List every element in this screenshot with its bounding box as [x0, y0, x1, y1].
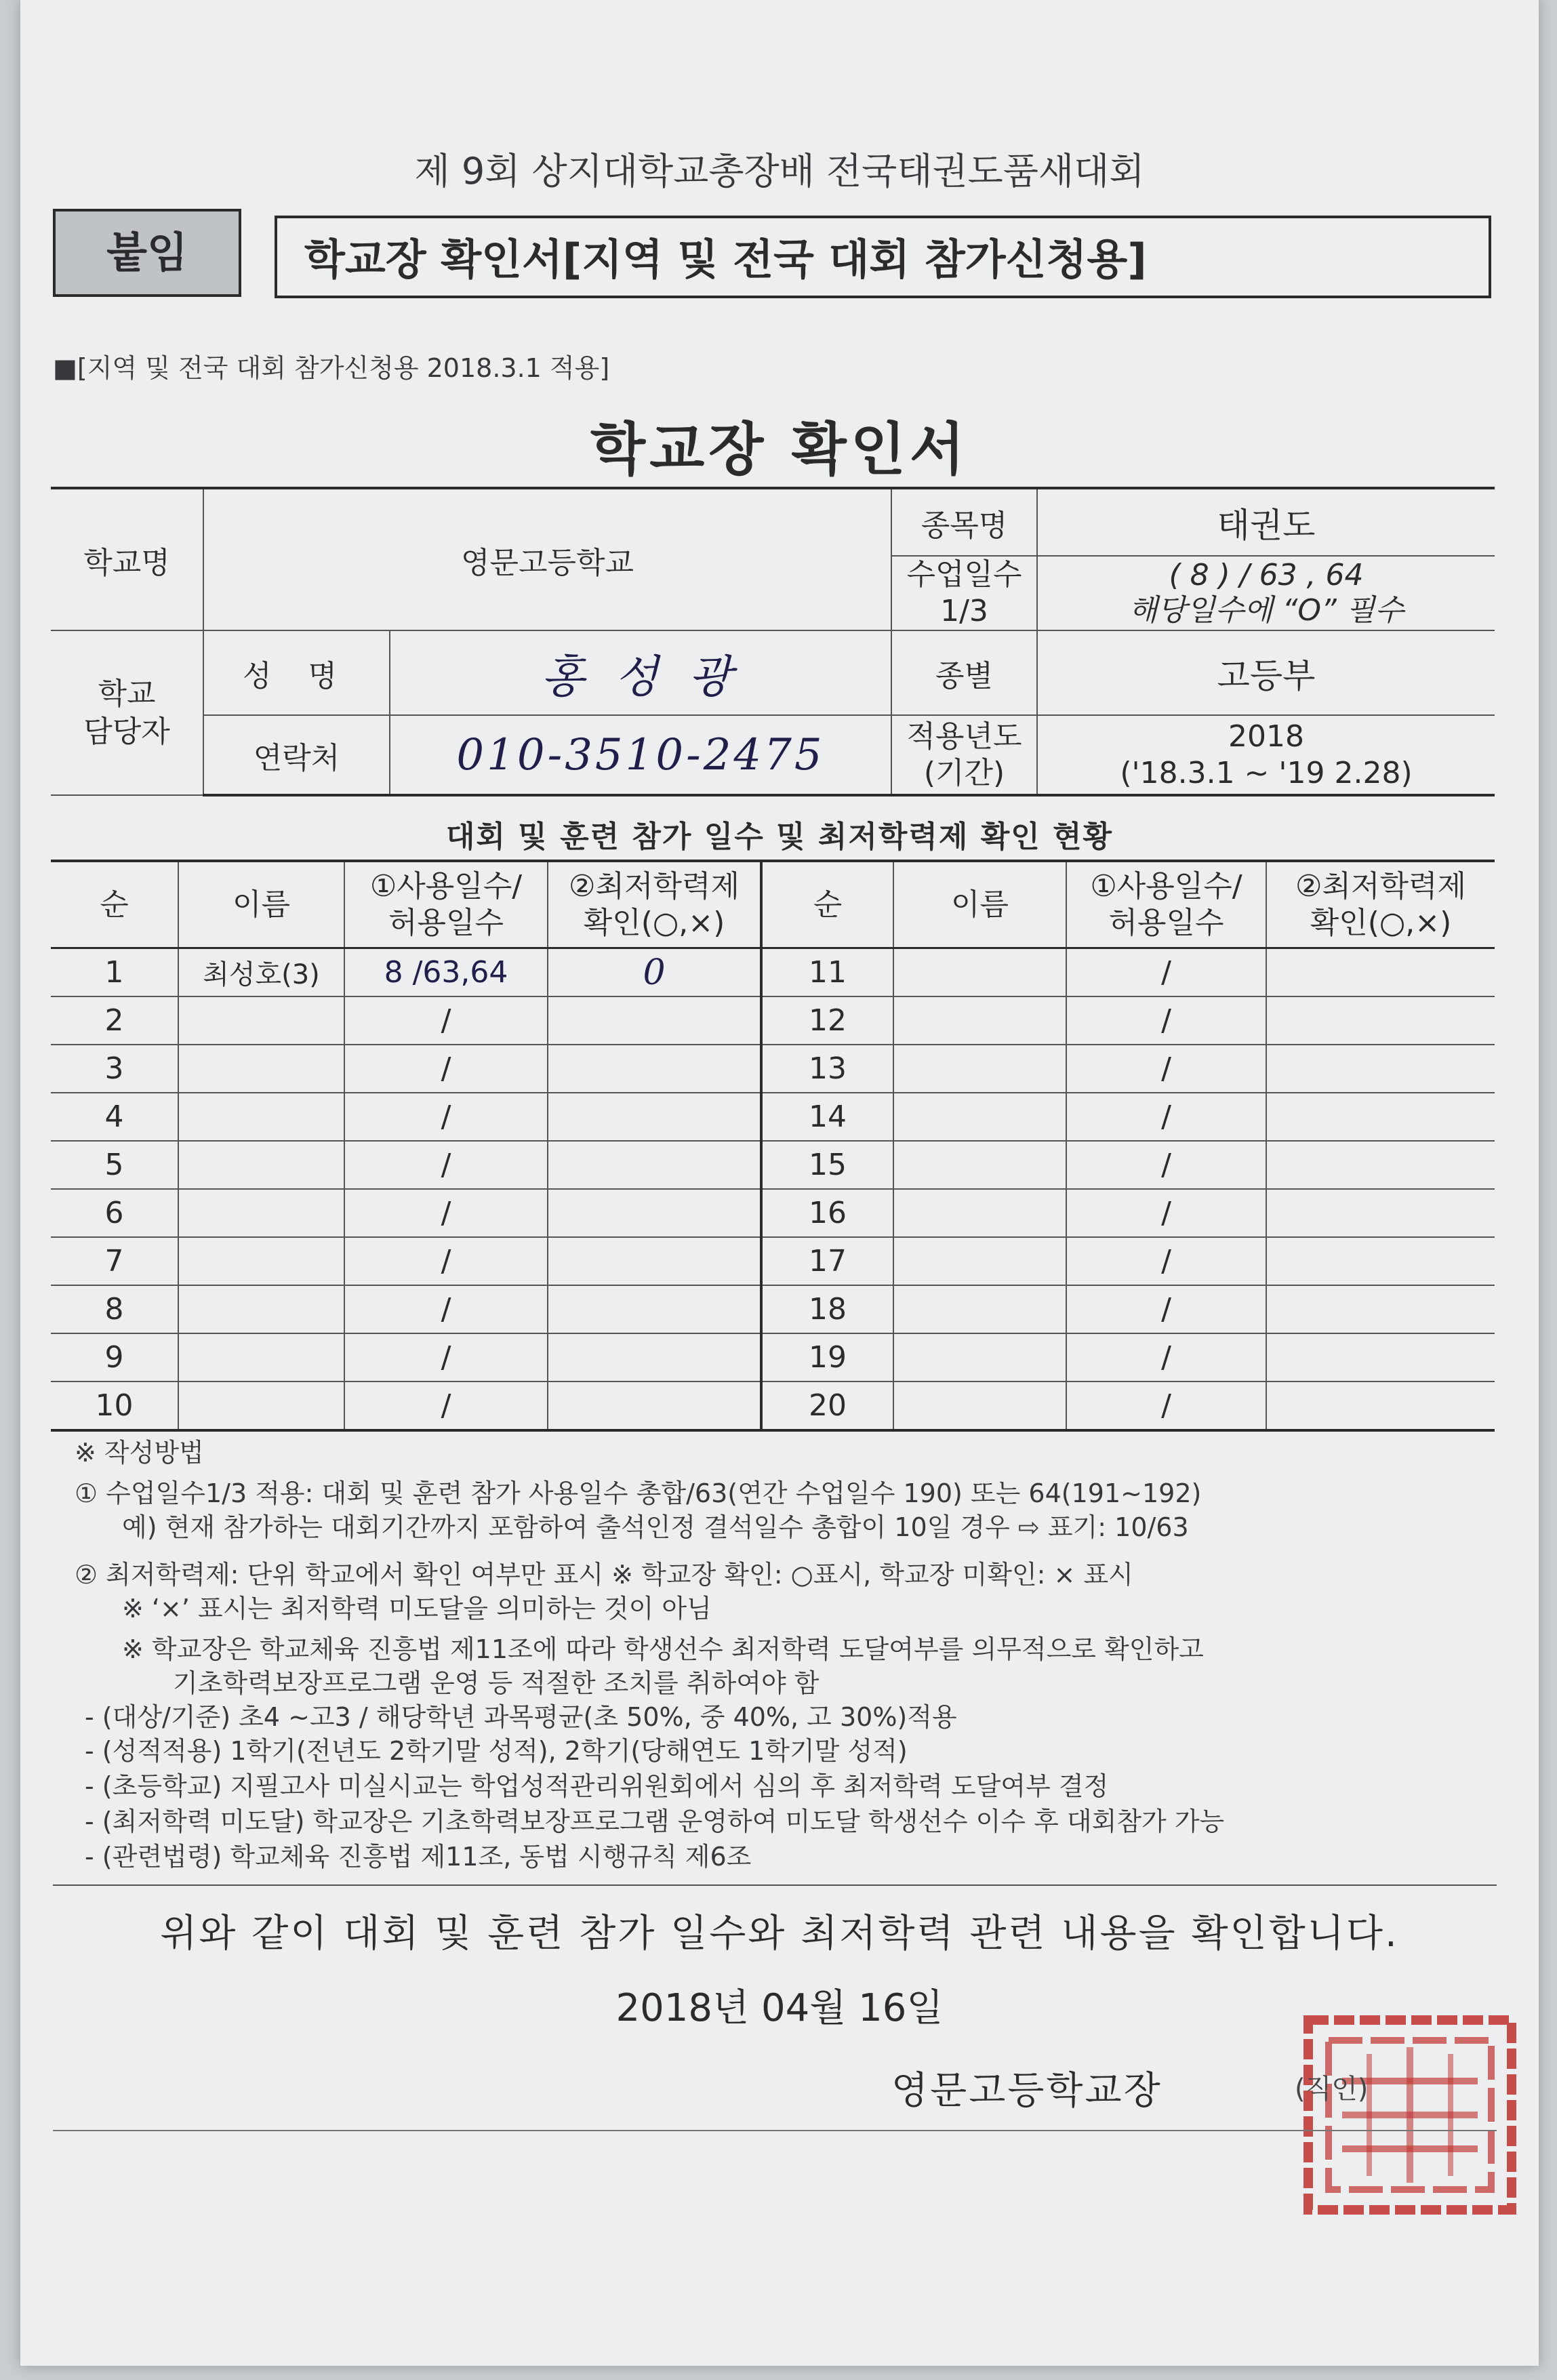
row-days: / [344, 996, 548, 1045]
row-check-right [1266, 1093, 1495, 1141]
row-seq: 9 [51, 1333, 178, 1381]
header-days-line2: 허용일수 [388, 905, 504, 940]
table-row [51, 1093, 1495, 1141]
row-seq: 4 [51, 1093, 178, 1141]
row-seq: 8 [51, 1285, 178, 1333]
year-label [891, 715, 1037, 795]
sport-label: 종목명 [891, 488, 1037, 556]
row-seq-right: 14 [761, 1093, 893, 1141]
info-table [51, 487, 1495, 796]
header-seq-right: 순 [761, 861, 893, 948]
table-row [51, 1381, 1495, 1430]
row-days-right: / [1066, 996, 1266, 1045]
table-row [51, 1045, 1495, 1093]
header-seq: 순 [51, 861, 178, 948]
note-line: - (성적적용) 1학기(전년도 2학기말 성적), 2학기(당해연도 1학기말 성적) [85, 1736, 908, 1766]
row-days-right: / [1066, 1285, 1266, 1333]
year-cell [1037, 715, 1495, 795]
row-seq: 10 [51, 1381, 178, 1430]
row-name-right [893, 996, 1066, 1045]
year-label-line2: (기간) [923, 755, 1005, 790]
row-name-right [893, 1285, 1066, 1333]
days-note: 해당일수에 “O” 필수 [1129, 593, 1404, 628]
row-seq-right: 17 [761, 1237, 893, 1285]
note-line: ※ ‘×’ 표시는 최저학력 미도달을 의미하는 것이 아님 [122, 1594, 712, 1623]
row-seq-right: 18 [761, 1285, 893, 1333]
row-seq-right: 11 [761, 948, 893, 997]
row-days: / [344, 1333, 548, 1381]
header-check-right-line2: 확인(○,×) [1310, 905, 1452, 940]
note-line: ① 수업일수1/3 적용: 대회 및 훈련 참가 사용일수 총합/63(연간 수업일수 190) 또는 64(191~192) [75, 1478, 1202, 1508]
manager-label-line1: 학교 [98, 676, 156, 711]
row-seq-right: 13 [761, 1045, 893, 1093]
row-check [548, 1189, 761, 1237]
row-name-right [893, 1093, 1066, 1141]
header-days-right-line1: ①사용일수/ [1090, 868, 1242, 904]
row-check-right [1266, 1141, 1495, 1189]
bottom-line [53, 2130, 1497, 2131]
contact-label: 연락처 [203, 715, 390, 795]
name-value: 홍 성 광 [390, 630, 891, 715]
row-name [178, 996, 344, 1045]
row-days-right: / [1066, 1141, 1266, 1189]
row-check-right [1266, 948, 1495, 997]
row-name [178, 1189, 344, 1237]
row-name-right [893, 1141, 1066, 1189]
applied-note: ■[지역 및 전국 대회 참가신청용 2018.3.1 적용] [53, 353, 610, 383]
row-days-right: / [1066, 1333, 1266, 1381]
row-name: 최성호(3) [178, 948, 344, 997]
row-name-right [893, 1045, 1066, 1093]
days-label-line1: 수업일수 [906, 557, 1022, 592]
row-check-right [1266, 1189, 1495, 1237]
category-value: 고등부 [1037, 630, 1495, 715]
divider-line [53, 1884, 1497, 1886]
table-row [51, 1237, 1495, 1285]
note-line: 기초학력보장프로그램 운영 등 적절한 조치를 취하여야 함 [173, 1668, 820, 1698]
note-line: - (관련법령) 학교체육 진흥법 제11조, 동법 시행규칙 제6조 [85, 1842, 752, 1872]
row-days-right: / [1066, 1237, 1266, 1285]
row-name-right [893, 1381, 1066, 1430]
row-days-right: / [1066, 1045, 1266, 1093]
row-days: / [344, 1141, 548, 1189]
school-name: 영문고등학교 [203, 488, 891, 630]
year-label-line1: 적용년도 [906, 719, 1022, 754]
row-name-right [893, 1237, 1066, 1285]
header-name: 이름 [178, 861, 344, 948]
row-check [548, 1093, 761, 1141]
row-check-right [1266, 996, 1495, 1045]
row-days-right: / [1066, 1093, 1266, 1141]
header-check-right-line1: ②최저학력제 [1295, 868, 1466, 904]
contact-value: 010-3510-2475 [390, 715, 891, 795]
row-name [178, 1093, 344, 1141]
row-name [178, 1333, 344, 1381]
row-seq-right: 19 [761, 1333, 893, 1381]
year-value: 2018 [1228, 719, 1304, 754]
row-seq: 3 [51, 1045, 178, 1093]
row-check [548, 996, 761, 1045]
table-header-row [51, 861, 1495, 948]
row-seq: 1 [51, 948, 178, 997]
year-period: ('18.3.1 ~ '19 2.28) [1120, 755, 1413, 790]
row-days: / [344, 1189, 548, 1237]
form-title: 학교장 확인서[지역 및 전국 대회 참가신청용] [275, 216, 1491, 298]
row-seq-right: 15 [761, 1141, 893, 1189]
row-check-right [1266, 1285, 1495, 1333]
table-row [51, 1333, 1495, 1381]
row-seq: 2 [51, 996, 178, 1045]
table-row [51, 1285, 1495, 1333]
row-days-right: / [1066, 1189, 1266, 1237]
row-check: 0 [548, 948, 761, 997]
row-seq: 5 [51, 1141, 178, 1189]
row-seq: 7 [51, 1237, 178, 1285]
header-check [548, 861, 761, 948]
row-name [178, 1381, 344, 1430]
header-days-right [1066, 861, 1266, 948]
row-check-right [1266, 1333, 1495, 1381]
row-days: 8 /63,64 [344, 948, 548, 997]
table-row [51, 1141, 1495, 1189]
header-check-line1: ②최저학력제 [569, 868, 740, 904]
note-line: - (최저학력 미도달) 학교장은 기초학력보장프로그램 운영하여 미도달 학생선수 이수 후 대회참가 가능 [85, 1807, 1225, 1836]
category-label: 종별 [891, 630, 1037, 715]
note-line: - (대상/기준) 초4 ~고3 / 해당학년 과목평균(초 50%, 중 40%, 고 30%)적용 [85, 1702, 957, 1732]
days-value: ( 8 ) / 63 , 64 [1169, 558, 1364, 592]
row-days-right: / [1066, 948, 1266, 997]
note-line: 예) 현재 참가하는 대회기간까지 포함하여 출석인정 결석일수 총합이 10일 경우 ⇨ 표기: 10/63 [122, 1512, 1189, 1542]
row-days: / [344, 1285, 548, 1333]
header-days-line1: ①사용일수/ [369, 868, 523, 904]
row-check [548, 1045, 761, 1093]
name-label: 성 명 [203, 630, 390, 715]
row-check-right [1266, 1237, 1495, 1285]
row-seq-right: 16 [761, 1189, 893, 1237]
event-title: 제 9회 상지대학교총장배 전국태권도품새대회 [414, 150, 1145, 193]
header-days [344, 861, 548, 948]
row-seq: 6 [51, 1189, 178, 1237]
principal-name: 영문고등학교장 [891, 2069, 1162, 2113]
days-cell [1037, 556, 1495, 630]
participation-table [51, 860, 1495, 1432]
row-days: / [344, 1381, 548, 1430]
header-days-right-line2: 허용일수 [1108, 905, 1224, 940]
days-label-line2: 1/3 [940, 594, 988, 628]
note-line: - (초등학교) 지필고사 미실시교는 학업성적관리위원회에서 심의 후 최저학력 도달여부 결정 [85, 1771, 1109, 1801]
table-row [51, 1189, 1495, 1237]
official-seal-icon [1301, 2013, 1518, 2217]
row-days-right: / [1066, 1381, 1266, 1430]
table-row [51, 996, 1495, 1045]
row-check [548, 1141, 761, 1189]
row-check [548, 1381, 761, 1430]
document-page [20, 0, 1539, 2366]
table-row [51, 948, 1495, 997]
seal-label: (직인) [1295, 2074, 1369, 2105]
attachment-tag: 붙임 [53, 209, 241, 297]
header-check-line2: 확인(○,×) [583, 905, 725, 940]
participation-title: 대회 및 훈련 참가 일수 및 최저학력제 확인 현황 [445, 820, 1114, 854]
row-check [548, 1285, 761, 1333]
header-name-right: 이름 [893, 861, 1066, 948]
issue-date: 2018년 04월 16일 [615, 1986, 944, 2030]
header-check-right [1266, 861, 1495, 948]
row-name-right [893, 1333, 1066, 1381]
document-title: 학교장 확인서 [590, 416, 969, 483]
row-days: / [344, 1045, 548, 1093]
manager-label-line2: 담당자 [83, 714, 170, 749]
row-name-right [893, 1189, 1066, 1237]
row-check-right [1266, 1045, 1495, 1093]
row-seq-right: 12 [761, 996, 893, 1045]
row-days: / [344, 1237, 548, 1285]
row-check [548, 1333, 761, 1381]
row-days: / [344, 1093, 548, 1141]
row-name [178, 1237, 344, 1285]
note-line: ※ 학교장은 학교체육 진흥법 제11조에 따라 학생선수 최저학력 도달여부를 의무적으로 확인하고 [122, 1634, 1204, 1664]
row-name-right [893, 948, 1066, 997]
sport-value: 태권도 [1037, 488, 1495, 556]
row-name [178, 1285, 344, 1333]
row-name [178, 1141, 344, 1189]
note-heading: ※ 작성방법 [75, 1438, 204, 1468]
note-line: ② 최저학력제: 단위 학교에서 확인 여부만 표시 ※ 학교장 확인: ○표시, 학교장 미확인: × 표시 [75, 1560, 1133, 1590]
row-seq-right: 20 [761, 1381, 893, 1430]
days-label [891, 556, 1037, 630]
confirm-statement: 위와 같이 대회 및 훈련 참가 일수와 최저학력 관련 내용을 확인합니다. [160, 1912, 1399, 1956]
school-label: 학교명 [51, 488, 203, 630]
manager-label [51, 630, 203, 795]
row-check-right [1266, 1381, 1495, 1430]
row-check [548, 1237, 761, 1285]
row-name [178, 1045, 344, 1093]
